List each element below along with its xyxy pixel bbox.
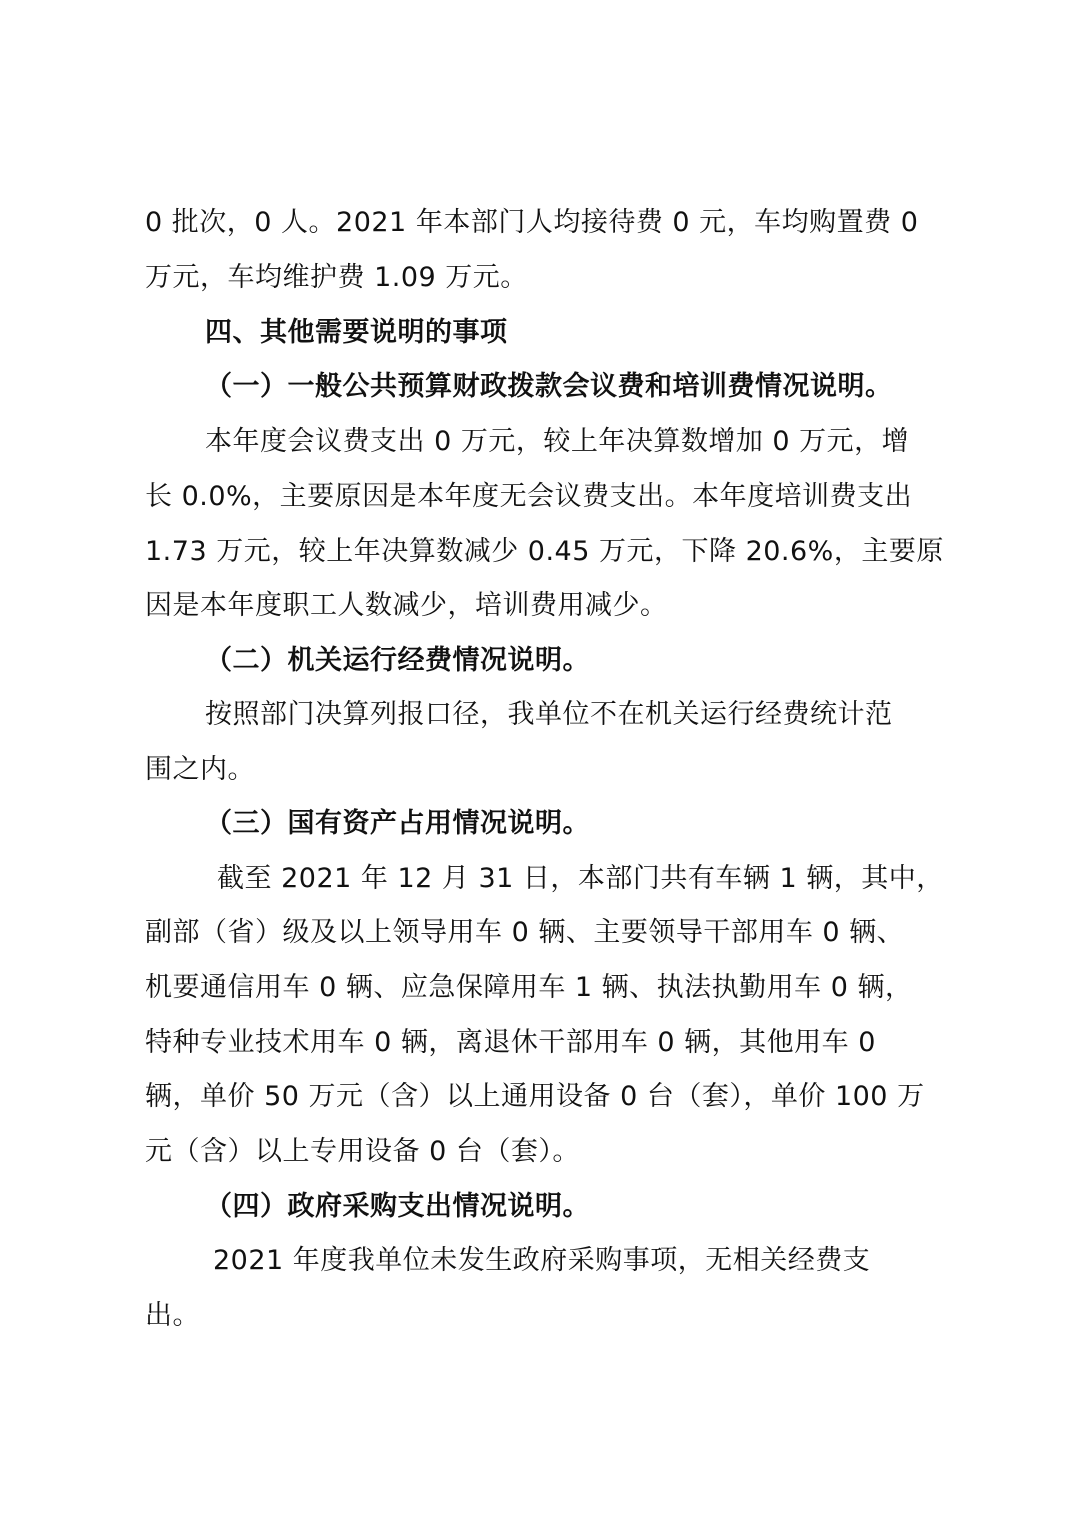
text-line: 万元，车均维护费 1.09 万元。 <box>145 262 528 293</box>
text-line: 机要通信用车 0 辆、应急保障用车 1 辆、执法执勤用车 0 辆， <box>145 972 913 1003</box>
text-line: 本年度会议费支出 0 万元，较上年决算数增加 0 万元，增 <box>205 426 910 457</box>
text-line: 0 批次，0 人。2021 年本部门人均接待费 0 元，车均购置费 0 <box>145 207 919 238</box>
text-line: 辆，单价 50 万元（含）以上通用设备 0 台（套），单价 100 万 <box>145 1081 925 1112</box>
text-line: 按照部门决算列报口径，我单位不在机关运行经费统计范 <box>205 699 893 730</box>
text-line: 特种专业技术用车 0 辆，离退休干部用车 0 辆，其他用车 0 <box>145 1027 876 1058</box>
subsection-heading: （四）政府采购支出情况说明。 <box>205 1191 590 1222</box>
text-line: 1.73 万元，较上年决算数减少 0.45 万元，下降 20.6%，主要原 <box>145 536 944 567</box>
text-line: 2021 年度我单位未发生政府采购事项，无相关经费支 <box>213 1245 871 1276</box>
text-line: 围之内。 <box>145 754 255 785</box>
text-line: 长 0.0%，主要原因是本年度无会议费支出。本年度培训费支出 <box>145 481 913 512</box>
subsection-heading: （二）机关运行经费情况说明。 <box>205 645 590 676</box>
text-line: 副部（省）级及以上领导用车 0 辆、主要领导干部用车 0 辆、 <box>145 917 905 948</box>
text-line: 因是本年度职工人数减少，培训费用减少。 <box>145 590 668 621</box>
text-line: 截至 2021 年 12 月 31 日，本部门共有车辆 1 辆，其中， <box>217 863 944 894</box>
text-line: 元（含）以上专用设备 0 台（套）。 <box>145 1136 580 1167</box>
subsection-heading: （三）国有资产占用情况说明。 <box>205 808 590 839</box>
subsection-heading: （一）一般公共预算财政拨款会议费和培训费情况说明。 <box>205 371 893 402</box>
text-line: 出。 <box>145 1300 200 1331</box>
section-heading: 四、其他需要说明的事项 <box>205 317 508 348</box>
